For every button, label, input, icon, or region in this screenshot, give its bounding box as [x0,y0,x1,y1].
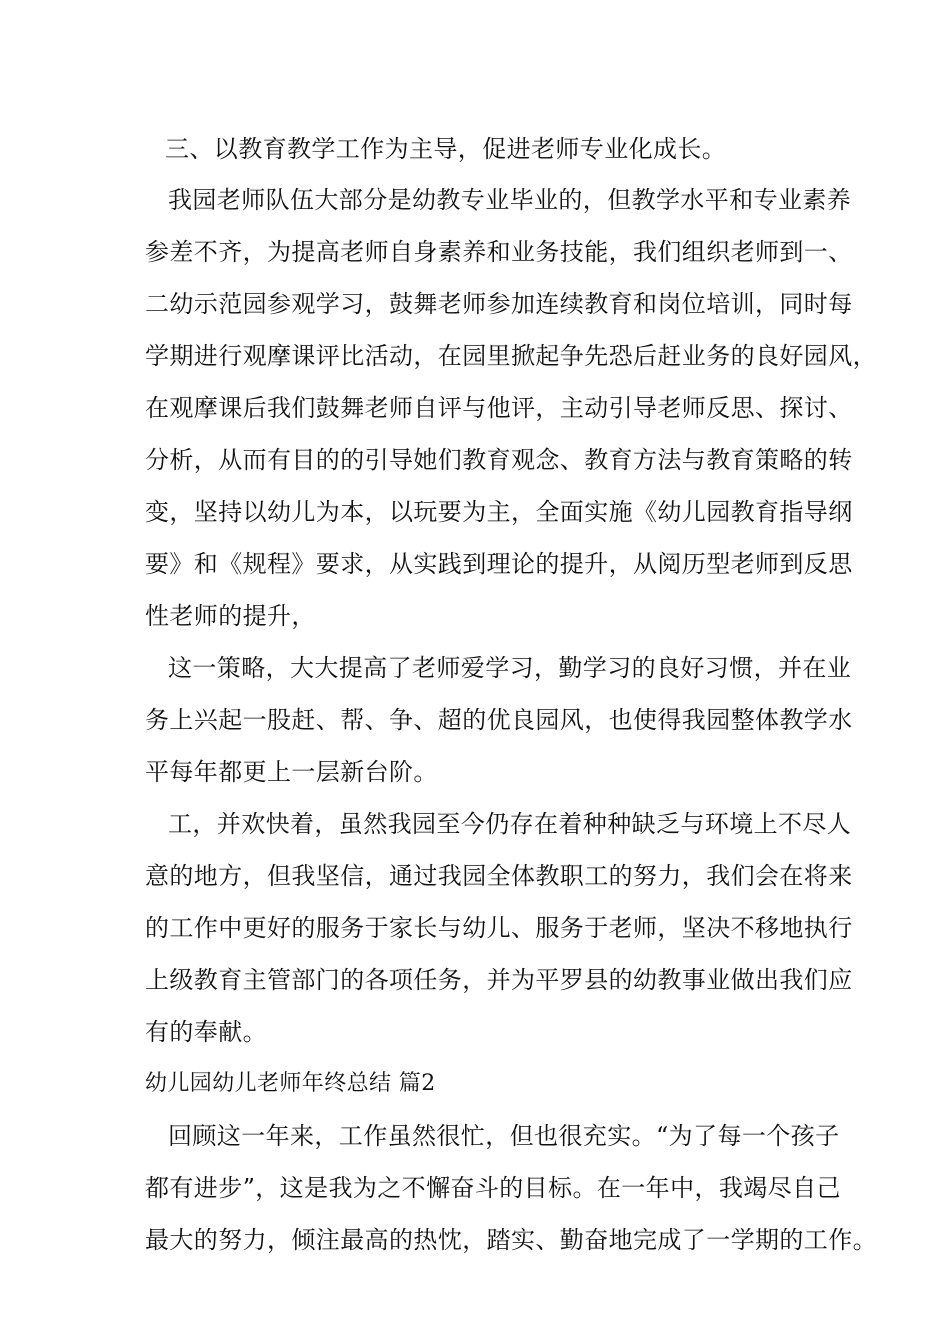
paragraph-line: 二幼示范园参观学习，鼓舞老师参加连续教育和岗位培训，同时每 [145,290,853,318]
paragraph-line: 务上兴起一股赶、帮、争、超的优良园风，也使得我园整体教学水 [145,706,853,734]
paragraph-line: 参差不齐，为提高老师自身素养和业务技能，我们组织老师到一、 [145,238,853,266]
paragraph-line: 有的奉献。 [145,1018,267,1046]
paragraph-line: 变，坚持以幼儿为本，以玩要为主，全面实施《幼儿园教育指导纲 [145,498,853,526]
paragraph-line: 工，并欢快着，虽然我园至今仍存在着种种缺乏与环境上不尽人 [168,810,852,838]
paragraph-line: 最大的努力，倾注最高的热忱，踏实、勤奋地完成了一学期的工作。 [145,1226,877,1254]
paragraph-line: 都有进步”，这是我为之不懈奋斗的目标。在一年中，我竭尽自己 [145,1174,841,1202]
article-heading: 幼儿园幼儿老师年终总结 篇2 [145,1071,436,1096]
paragraph-line: 意的地方，但我坚信，通过我园全体教职工的努力，我们会在将来 [145,862,853,890]
paragraph-line: 平每年都更上一层新台阶。 [145,758,438,786]
paragraph-line: 上级教育主管部门的各项任务，并为平罗县的幼教事业做出我们应 [145,966,853,994]
section-heading-line: 三、以教育教学工作为主导，促进老师专业化成长。 [165,135,727,163]
paragraph-line: 这一策略，大大提高了老师爱学习，勤学习的良好习惯，并在业 [168,654,852,682]
paragraph-line: 性老师的提升， [145,602,316,630]
paragraph-line: 学期进行观摩课评比活动，在园里掀起争先恐后赶业务的良好园风， [145,342,877,370]
paragraph-line: 在观摩课后我们鼓舞老师自评与他评，主动引导老师反思、探讨、 [145,394,853,422]
paragraph-line: 的工作中更好的服务于家长与幼儿、服务于老师，坚决不移地执行 [145,914,853,942]
paragraph-line: 回顾这一年来，工作虽然很忙，但也很充实。“为了每一个孩子 [168,1122,840,1150]
paragraph-line: 要》和《规程》要求，从实践到理论的提升，从阅历型老师到反思 [145,550,853,578]
paragraph-line: 分析，从而有目的的引导她们教育观念、教育方法与教育策略的转 [145,446,853,474]
paragraph-line: 我园老师队伍大部分是幼教专业毕业的，但教学水平和专业素养 [168,186,852,214]
